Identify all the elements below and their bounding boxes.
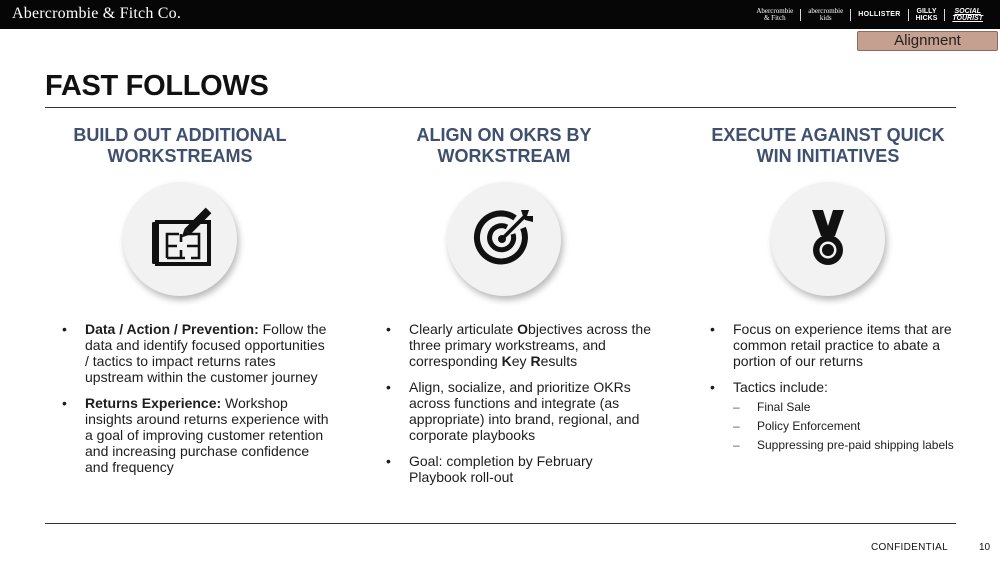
hollister-logo: HOLLISTER — [858, 11, 901, 18]
column-heading: BUILD OUT ADDITIONAL WORKSTREAMS — [73, 125, 287, 166]
sub-list-item: – Final Sale — [733, 400, 978, 415]
list-item: • Clearly articulate Objectives across the three primary workstreams, and corresponding Key Results — [409, 321, 654, 369]
icon-circle — [123, 182, 237, 296]
list-item: • Goal: completion by February Playbook roll-out — [409, 453, 654, 485]
column-workstreams — [30, 125, 330, 485]
abercrombie-fitch-logo: Abercrombie & Fitch — [756, 6, 794, 22]
list-item: • Tactics include: – Final Sale – Policy Enforcement – Suppressing pre-paid shipping labels — [733, 379, 978, 453]
page-title: FAST FOLLOWS — [45, 70, 269, 102]
bullet-list — [354, 321, 654, 485]
title-divider — [45, 107, 956, 108]
brand-logo: Abercrombie & Fitch Co. — [12, 5, 182, 22]
divider — [944, 9, 945, 21]
divider — [908, 9, 909, 21]
alignment-tag: Alignment — [857, 31, 998, 51]
social-tourist-logo: SOCIAL TOURIST — [952, 7, 983, 22]
divider — [850, 9, 851, 21]
bullet-list — [678, 321, 978, 453]
confidential-label: CONFIDENTIAL — [871, 542, 948, 553]
bullet-list — [30, 321, 330, 475]
blueprint-icon — [147, 206, 213, 272]
divider — [800, 9, 801, 21]
column-quick-wins — [678, 125, 978, 463]
brand-family-logos — [749, 0, 990, 29]
page-number: 10 — [979, 542, 991, 553]
sub-list-item: – Policy Enforcement — [733, 419, 978, 434]
target-icon — [471, 206, 537, 272]
list-item: • Returns Experience: Workshop insights around returns experience with a goal of improving customer retention and increasing purchase confidence and frequency — [85, 395, 330, 475]
sub-list-item: – Suppressing pre-paid shipping labels — [733, 438, 978, 453]
column-okrs — [354, 125, 654, 495]
sub-bullet-list — [733, 400, 978, 453]
column-heading: EXECUTE AGAINST QUICK WIN INITIATIVES — [711, 125, 945, 166]
abercrombie-kids-logo: abercrombie kids — [808, 6, 844, 22]
gilly-hicks-logo: GILLY HICKS — [915, 7, 938, 22]
column-heading: ALIGN ON OKRS BY WORKSTREAM — [416, 125, 592, 166]
top-bar — [0, 0, 1000, 29]
icon-circle — [447, 182, 561, 296]
list-item: • Align, socialize, and prioritize OKRs across functions and integrate (as appropriate) into brand, regional, and corporate playbooks — [409, 379, 654, 443]
list-item: • Focus on experience items that are common retail practice to abate a portion of our returns — [733, 321, 978, 369]
medal-icon — [795, 206, 861, 272]
list-item: • Data / Action / Prevention: Follow the data and identify focused opportunities / tactics to impact returns rates upstream within the customer journey — [85, 321, 330, 385]
footer-divider — [45, 523, 956, 524]
icon-circle — [771, 182, 885, 296]
